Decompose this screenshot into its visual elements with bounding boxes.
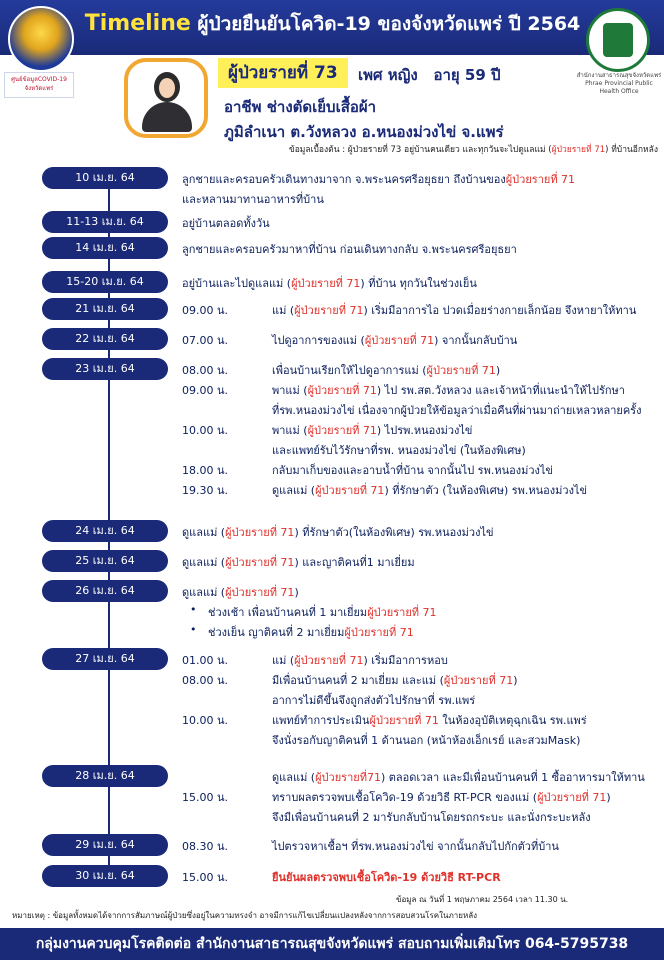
event-date: 25 เม.ย. 64	[42, 550, 168, 572]
event-text: ทราบผลตรวจพบเชื้อโควิด-19 ด้วยวิธี RT-PCR ของแม่ (ผู้ป่วยรายที่ 71)	[272, 791, 611, 804]
moph-logo-caption: สำนักงานสาธารณสุขจังหวัดแพร่ Phrae Provincial Public Health Office	[576, 72, 662, 95]
event-time: 07.00 น.	[182, 334, 229, 347]
patient-label: ผู้ป่วยรายที่ 73	[218, 58, 348, 88]
event-text: อาการไม่ดีขึ้นจึงถูกส่งตัวไปรักษาที่ รพ.แพร่	[272, 694, 476, 707]
event-text: ดูแลแม่ (ผู้ป่วยรายที่ 71) ที่รักษาตัว(ในห้องพิเศษ) รพ.หนองม่วงไข่	[182, 526, 494, 539]
event-time: 19.30 น.	[182, 484, 229, 497]
event-text: ดูแลแม่ (ผู้ป่วยรายที่ 71) และญาติคนที่1 มาเยี่ยม	[182, 556, 415, 569]
female-avatar-icon	[124, 58, 208, 138]
ministry-seal-logo	[8, 6, 74, 72]
event-time: 08.00 น.	[182, 674, 229, 687]
event-date: 23 เม.ย. 64	[42, 358, 168, 380]
patient-occupation: อาชีพ ช่างตัดเย็บเสื้อผ้า	[224, 98, 377, 116]
moph-logo	[586, 8, 650, 72]
event-text: ดูแลแม่ (ผู้ป่วยรายที่ 71) ที่รักษาตัว (ในห้องพิเศษ) รพ.หนองม่วงไข่	[272, 484, 587, 497]
event-time: 08.30 น.	[182, 840, 229, 853]
event-date: 11-13 เม.ย. 64	[42, 211, 168, 233]
event-text: ยืนยันผลตรวจพบเชื้อโควิด-19 ด้วยวิธี RT-PCR	[272, 871, 501, 884]
event-text: และหลานมาทานอาหารที่บ้าน	[182, 193, 324, 206]
event-date: 24 เม.ย. 64	[42, 520, 168, 542]
header-bar	[0, 0, 664, 55]
event-date: 14 เม.ย. 64	[42, 237, 168, 259]
bullet-icon: •	[190, 603, 197, 616]
event-time: 15.00 น.	[182, 871, 229, 884]
event-text: ที่รพ.หนองม่วงไข่ เนื่องจากผู้ป่วยให้ข้อมูลว่าเมื่อคืนที่ผ่านมาถ่ายเหลวหลายครั้ง	[272, 404, 642, 417]
event-text: ช่วงเช้า เพื่อนบ้านคนที่ 1 มาเยี่ยมผู้ป่วยรายที่ 71	[208, 606, 437, 619]
event-text: อยู่บ้านตลอดทั้งวัน	[182, 217, 270, 230]
footnote-date: ข้อมูล ณ วันที่ 1 พฤษภาคม 2564 เวลา 11.30 น.	[396, 895, 569, 904]
event-text: ช่วงเย็น ญาติคนที่ 2 มาเยี่ยมผู้ป่วยรายที่ 71	[208, 626, 414, 639]
bullet-icon: •	[190, 623, 197, 636]
event-date: 29 เม.ย. 64	[42, 834, 168, 856]
event-text: ไปตรวจหาเชื้อฯ ที่รพ.หนองม่วงไข่ จากนั้นกลับไปกักตัวที่บ้าน	[272, 840, 559, 853]
event-text: จึงมีเพื่อนบ้านคนที่ 2 มารับกลับบ้านโดยรถกระบะ และนั่งกระบะหลัง	[272, 811, 591, 824]
event-text: ลูกชายและครอบครัวเดินทางมาจาก จ.พระนครศรีอยุธยา ถึงบ้านของผู้ป่วยรายที่ 71	[182, 173, 576, 186]
covid-center-badge: ศูนย์ข้อมูลCOVID-19 จังหวัดแพร่	[4, 72, 74, 98]
event-time: 08.00 น.	[182, 364, 229, 377]
event-text: จึงนั่งรอกับญาติคนที่ 1 ด้านนอก (หน้าห้องเอ็กเรย์ และสวมMask)	[272, 734, 581, 747]
event-date: 26 เม.ย. 64	[42, 580, 168, 602]
patient-hometown: ภูมิลำเนา ต.วังหลวง อ.หนองม่วงไข่ จ.แพร่	[224, 123, 504, 141]
event-time: 09.00 น.	[182, 384, 229, 397]
event-date: 28 เม.ย. 64	[42, 765, 168, 787]
footnote-remark: หมายเหตุ : ข้อมูลทั้งหมดได้จากการสัมภาษณ์ผู้ป่วยซึ่งอยู่ในความทรงจำ อาจมีการแก้ไขเปลี่ยนแปลงหลังจากการสอบสวนโรคในภายหลัง	[12, 911, 478, 920]
event-text: ดูแลแม่ (ผู้ป่วยรายที่ 71)	[182, 586, 299, 599]
event-text: กลับมาเก็บของและอาบน้ำที่บ้าน จากนั้นไป รพ.หนองม่วงไข่	[272, 464, 553, 477]
page-title	[80, 9, 585, 39]
event-text: แม่ (ผู้ป่วยรายที่ 71) เริ่มมีอาการหอบ	[272, 654, 448, 667]
event-text: แพทย์ทำการประเมินผู้ป่วยรายที่ 71 ในห้องอุบัติเหตุฉุกเฉิน รพ.แพร่	[272, 714, 587, 727]
event-date: 27 เม.ย. 64	[42, 648, 168, 670]
title-en: Timeline	[84, 11, 191, 36]
event-time: 10.00 น.	[182, 714, 229, 727]
base-info: ข้อมูลเบื้องต้น : ผู้ป่วยรายที่ 73 อยู่บ้านคนเดียว และทุกวันจะไปดูแลแม่ (ผู้ป่วยรายที่ 71) ที่บ้านอีกหลัง	[288, 145, 658, 155]
event-date: 22 เม.ย. 64	[42, 328, 168, 350]
event-text: พาแม่ (ผู้ป่วยรายที่ 71) ไป รพ.สต.วังหลวง และเจ้าหน้าที่แนะนำให้ไปรักษา	[272, 384, 625, 397]
event-time: 01.00 น.	[182, 654, 229, 667]
event-time: 15.00 น.	[182, 791, 229, 804]
event-text: พาแม่ (ผู้ป่วยรายที่ 71) ไปรพ.หนองม่วงไข่	[272, 424, 473, 437]
event-date: 21 เม.ย. 64	[42, 298, 168, 320]
event-text: แม่ (ผู้ป่วยรายที่ 71) เริ่มมีอาการไอ ปวดเมื่อยร่างกายเล็กน้อย จึงหายาให้ทาน	[272, 304, 637, 317]
footer-contact: กลุ่มงานควบคุมโรคติดต่อ สำนักงานสาธารณสุขจังหวัดแพร่ สอบถามเพิ่มเติมโทร 064-5795738	[0, 928, 664, 960]
event-text: ดูแลแม่ (ผู้ป่วยรายที่71) ตลอดเวลา และมีเพื่อนบ้านคนที่ 1 ซื้ออาหารมาให้ทาน	[272, 771, 645, 784]
event-text: อยู่บ้านและไปดูแลแม่ (ผู้ป่วยรายที่ 71) ที่บ้าน ทุกวันในช่วงเย็น	[182, 277, 477, 290]
patient-sex-age: เพศ หญิง อายุ 59 ปี	[358, 66, 501, 84]
event-text: มีเพื่อนบ้านคนที่ 2 มาเยี่ยม และแม่ (ผู้ป่วยรายที่ 71)	[272, 674, 518, 687]
title-th: ผู้ป่วยยืนยันโควิด-19 ของจังหวัดแพร่ ปี 2564	[197, 13, 581, 35]
event-text: เพื่อนบ้านเรียกให้ไปดูอาการแม่ (ผู้ป่วยรายที่ 71)	[272, 364, 501, 377]
event-date: 10 เม.ย. 64	[42, 167, 168, 189]
event-time: 18.00 น.	[182, 464, 229, 477]
event-text: และแพทย์รับไว้รักษาที่รพ. หนองม่วงไข่ (ในห้องพิเศษ)	[272, 444, 526, 457]
event-date: 15-20 เม.ย. 64	[42, 271, 168, 293]
event-text: ลูกชายและครอบครัวมาหาที่บ้าน ก่อนเดินทางกลับ จ.พระนครศรีอยุธยา	[182, 243, 517, 256]
event-time: 10.00 น.	[182, 424, 229, 437]
event-text: ไปดูอาการของแม่ (ผู้ป่วยรายที่ 71) จากนั้นกลับบ้าน	[272, 334, 518, 347]
event-date: 30 เม.ย. 64	[42, 865, 168, 887]
event-time: 09.00 น.	[182, 304, 229, 317]
